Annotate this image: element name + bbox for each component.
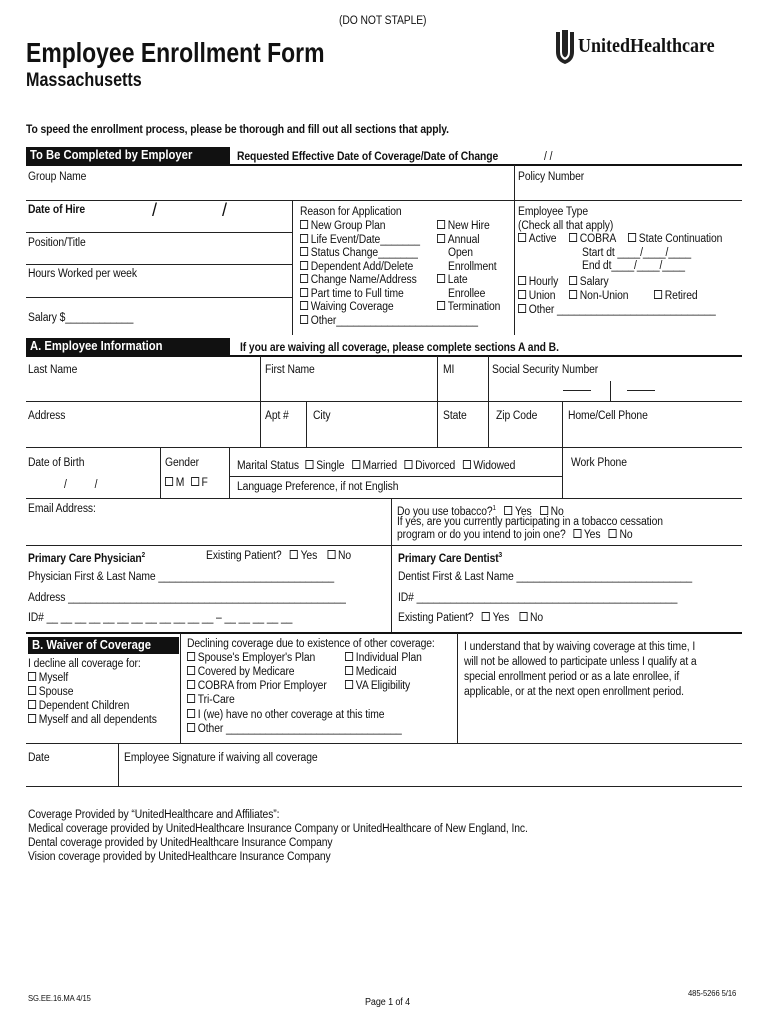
reason-part-time[interactable]: Part time to Full time [300,287,404,301]
effective-date-label: Requested Effective Date of Coverage/Date of Change [237,151,499,163]
understand-line2: will not be allowed to participate unless I qualify at a [464,656,697,668]
pcp-id-field[interactable]: ID# __ __ __ __ __ __ __ __ __ __ __ __ – __ __ __ __ __ [28,612,293,624]
logo-text: UnitedHealthcare [578,35,715,57]
dentist-existing-patient: Existing Patient? Yes No [398,612,544,624]
marital-divorced[interactable]: Divorced [404,460,455,472]
decline-all-dependents[interactable]: Myself and all dependents [28,713,157,727]
reason-annual[interactable]: Annual [437,233,479,247]
emp-end-date[interactable]: End dt____/____/____ [582,260,685,272]
apt-field[interactable]: Apt # [265,410,289,422]
dentist-id-field[interactable]: ID# ______________________________________________ [398,592,678,604]
pcp-existing-no[interactable]: No [327,550,351,562]
gender-label: Gender [165,457,199,469]
cov-medicaid[interactable]: Medicaid [345,665,397,679]
coverage-line-2: Medical coverage provided by UnitedHealthcare Insurance Company or UnitedHealthcare of New England, Inc. [28,823,528,835]
work-phone-field[interactable]: Work Phone [571,457,627,469]
pcp-title: Primary Care Physician$^2$ [28,552,146,565]
pcp-existing-yes[interactable]: Yes [290,550,317,562]
dentist-name-field[interactable]: Dentist First & Last Name _______________________________ [398,571,693,583]
cov-tricare[interactable]: Tri-Care [187,693,235,707]
section-b-bar: B. Waiver of Coverage [28,637,179,654]
reason-new-hire[interactable]: New Hire [437,219,490,233]
decline-spouse[interactable]: Spouse [28,685,73,699]
reason-status-change[interactable]: Status Change_______ [300,246,418,260]
waiving-note: If you are waiving all coverage, please complete sections A and B. [240,342,559,354]
state-field[interactable]: State [443,410,467,422]
cov-cobra[interactable]: COBRA from Prior Employer [187,679,327,693]
email-field[interactable]: Email Address: [28,503,96,515]
staple-note: (DO NOT STAPLE) [339,15,427,27]
company-logo [552,28,752,68]
marital-single[interactable]: Single [305,460,344,472]
ssn-field[interactable]: Social Security Number [492,364,599,376]
reason-title: Reason for Application [300,206,402,218]
emp-active[interactable]: Active [518,232,556,246]
tobacco-cessation-line2: program or do you intend to join one? Yes No [397,529,633,541]
coverage-line-3: Dental coverage provided by UnitedHealthcare Insurance Company [28,837,333,849]
uhc-shield-icon [552,28,578,66]
date-field[interactable]: Date [28,752,50,764]
salary-field[interactable]: Salary $____________ [28,312,134,324]
group-name-field[interactable]: Group Name [28,171,87,183]
reason-dependent[interactable]: Dependent Add/Delete [300,260,413,274]
emp-cobra[interactable]: COBRA [569,232,616,246]
dentist-existing-yes[interactable]: Yes [482,612,509,624]
date-of-hire-field[interactable]: / / [152,200,228,220]
city-field[interactable]: City [313,410,331,422]
pcp-address-field[interactable]: Address _________________________________________________ [28,592,346,604]
form-code: SG.EE.16.MA 4/15 [28,993,91,1003]
zip-field[interactable]: Zip Code [496,410,538,422]
pcp-existing-patient: Existing Patient? Yes No [206,550,352,562]
emp-state-continuation[interactable]: State Continuation [628,232,722,246]
instructions: To speed the enrollment process, please be thorough and fill out all sections that apply. [26,124,449,136]
reason-termination[interactable]: Termination [437,300,500,314]
emp-hourly[interactable]: Hourly [518,275,558,289]
dentist-existing-no[interactable]: No [519,612,543,624]
language-field[interactable]: Language Preference, if not English [237,481,399,493]
cov-none[interactable]: I (we) have no other coverage at this time [187,708,384,722]
coverage-line-4: Vision coverage provided by UnitedHealthcare Insurance Company [28,851,331,863]
marital-status: Marital Status Single Married Divorced Widowed [237,460,516,472]
tobacco-no[interactable]: No [540,506,564,518]
emp-start-date[interactable]: Start dt ____/____/____ [582,246,691,259]
reason-other[interactable]: Other_________________________ [300,314,478,328]
address-field[interactable]: Address [28,410,66,422]
cessation-yes[interactable]: Yes [573,529,600,541]
pcp-name-field[interactable]: Physician First & Last Name _______________________________ [28,571,334,583]
gender-m-checkbox[interactable]: M [165,477,184,489]
form-number: 485-5266 5/16 [688,988,737,998]
employer-section-bar: To Be Completed by Employer [26,147,230,164]
gender-options [165,476,208,490]
emp-other[interactable]: Other ____________________________ [518,303,716,317]
dob-field[interactable]: / / [64,479,98,491]
page-number: Page 1 of 4 [365,997,411,1008]
cov-other[interactable]: Other _______________________________ [187,722,402,736]
policy-number-field[interactable]: Policy Number [518,171,585,183]
dob-label: Date of Birth [28,457,85,469]
cov-individual[interactable]: Individual Plan [345,651,422,665]
emp-salary[interactable]: Salary [569,275,609,289]
gender-f-checkbox[interactable]: F [191,477,208,489]
decline-title: I decline all coverage for: [28,658,141,670]
emp-union[interactable]: Union [518,289,555,303]
understand-line4: applicable, or at the next open enrollment period. [464,686,684,698]
reason-late[interactable]: Late [437,273,468,287]
hours-worked-field[interactable]: Hours Worked per week [28,268,137,280]
tobacco-cessation-line1: If yes, are you currently participating in a tobacco cessation [397,516,663,528]
form-subtitle: Massachusetts [26,70,142,91]
cov-spouse-plan[interactable]: Spouse's Employer's Plan [187,651,315,665]
effective-date-field[interactable]: / / [544,151,553,163]
reason-new-group[interactable]: New Group Plan [300,219,385,233]
marital-widowed[interactable]: Widowed [463,460,516,472]
cov-va[interactable]: VA Eligibility [345,679,410,693]
reason-waiving[interactable]: Waiving Coverage [300,300,394,314]
tobacco-yes[interactable]: Yes [504,506,531,518]
home-phone-field[interactable]: Home/Cell Phone [568,410,648,422]
reason-change-name[interactable]: Change Name/Address [300,273,417,287]
understand-line1: I understand that by waiving coverage at this time, I [464,641,696,653]
section-a-bar: A. Employee Information [26,338,230,355]
reason-life-event[interactable]: Life Event/Date_______ [300,233,420,247]
coverage-line-1: Coverage Provided by “UnitedHealthcare and Affiliates”: [28,809,280,821]
mi-field[interactable]: MI [443,364,455,376]
cov-medicare[interactable]: Covered by Medicare [187,665,294,679]
emp-retired[interactable]: Retired [654,289,698,303]
understand-line3: special enrollment period or as a late enrollee, if [464,671,680,683]
decline-myself[interactable]: Myself [28,671,68,685]
decline-dependent-children[interactable]: Dependent Children [28,699,129,713]
position-title-field[interactable]: Position/Title [28,237,86,249]
date-of-hire-label: Date of Hire [28,204,86,216]
cessation-no[interactable]: No [609,529,633,541]
last-name-field[interactable]: Last Name [28,364,78,376]
signature-field[interactable]: Employee Signature if waiving all coverage [124,752,318,764]
emp-non-union[interactable]: Non-Union [569,289,628,303]
dentist-title: Primary Care Dentist$^3$ [398,552,503,565]
form-title: Employee Enrollment Form [26,37,325,68]
declining-title: Declining coverage due to existence of other coverage: [187,638,435,650]
first-name-field[interactable]: First Name [265,364,315,376]
marital-married[interactable]: Married [352,460,397,472]
tobacco-question: Do you use tobacco?$^1$ Yes No [397,505,564,518]
